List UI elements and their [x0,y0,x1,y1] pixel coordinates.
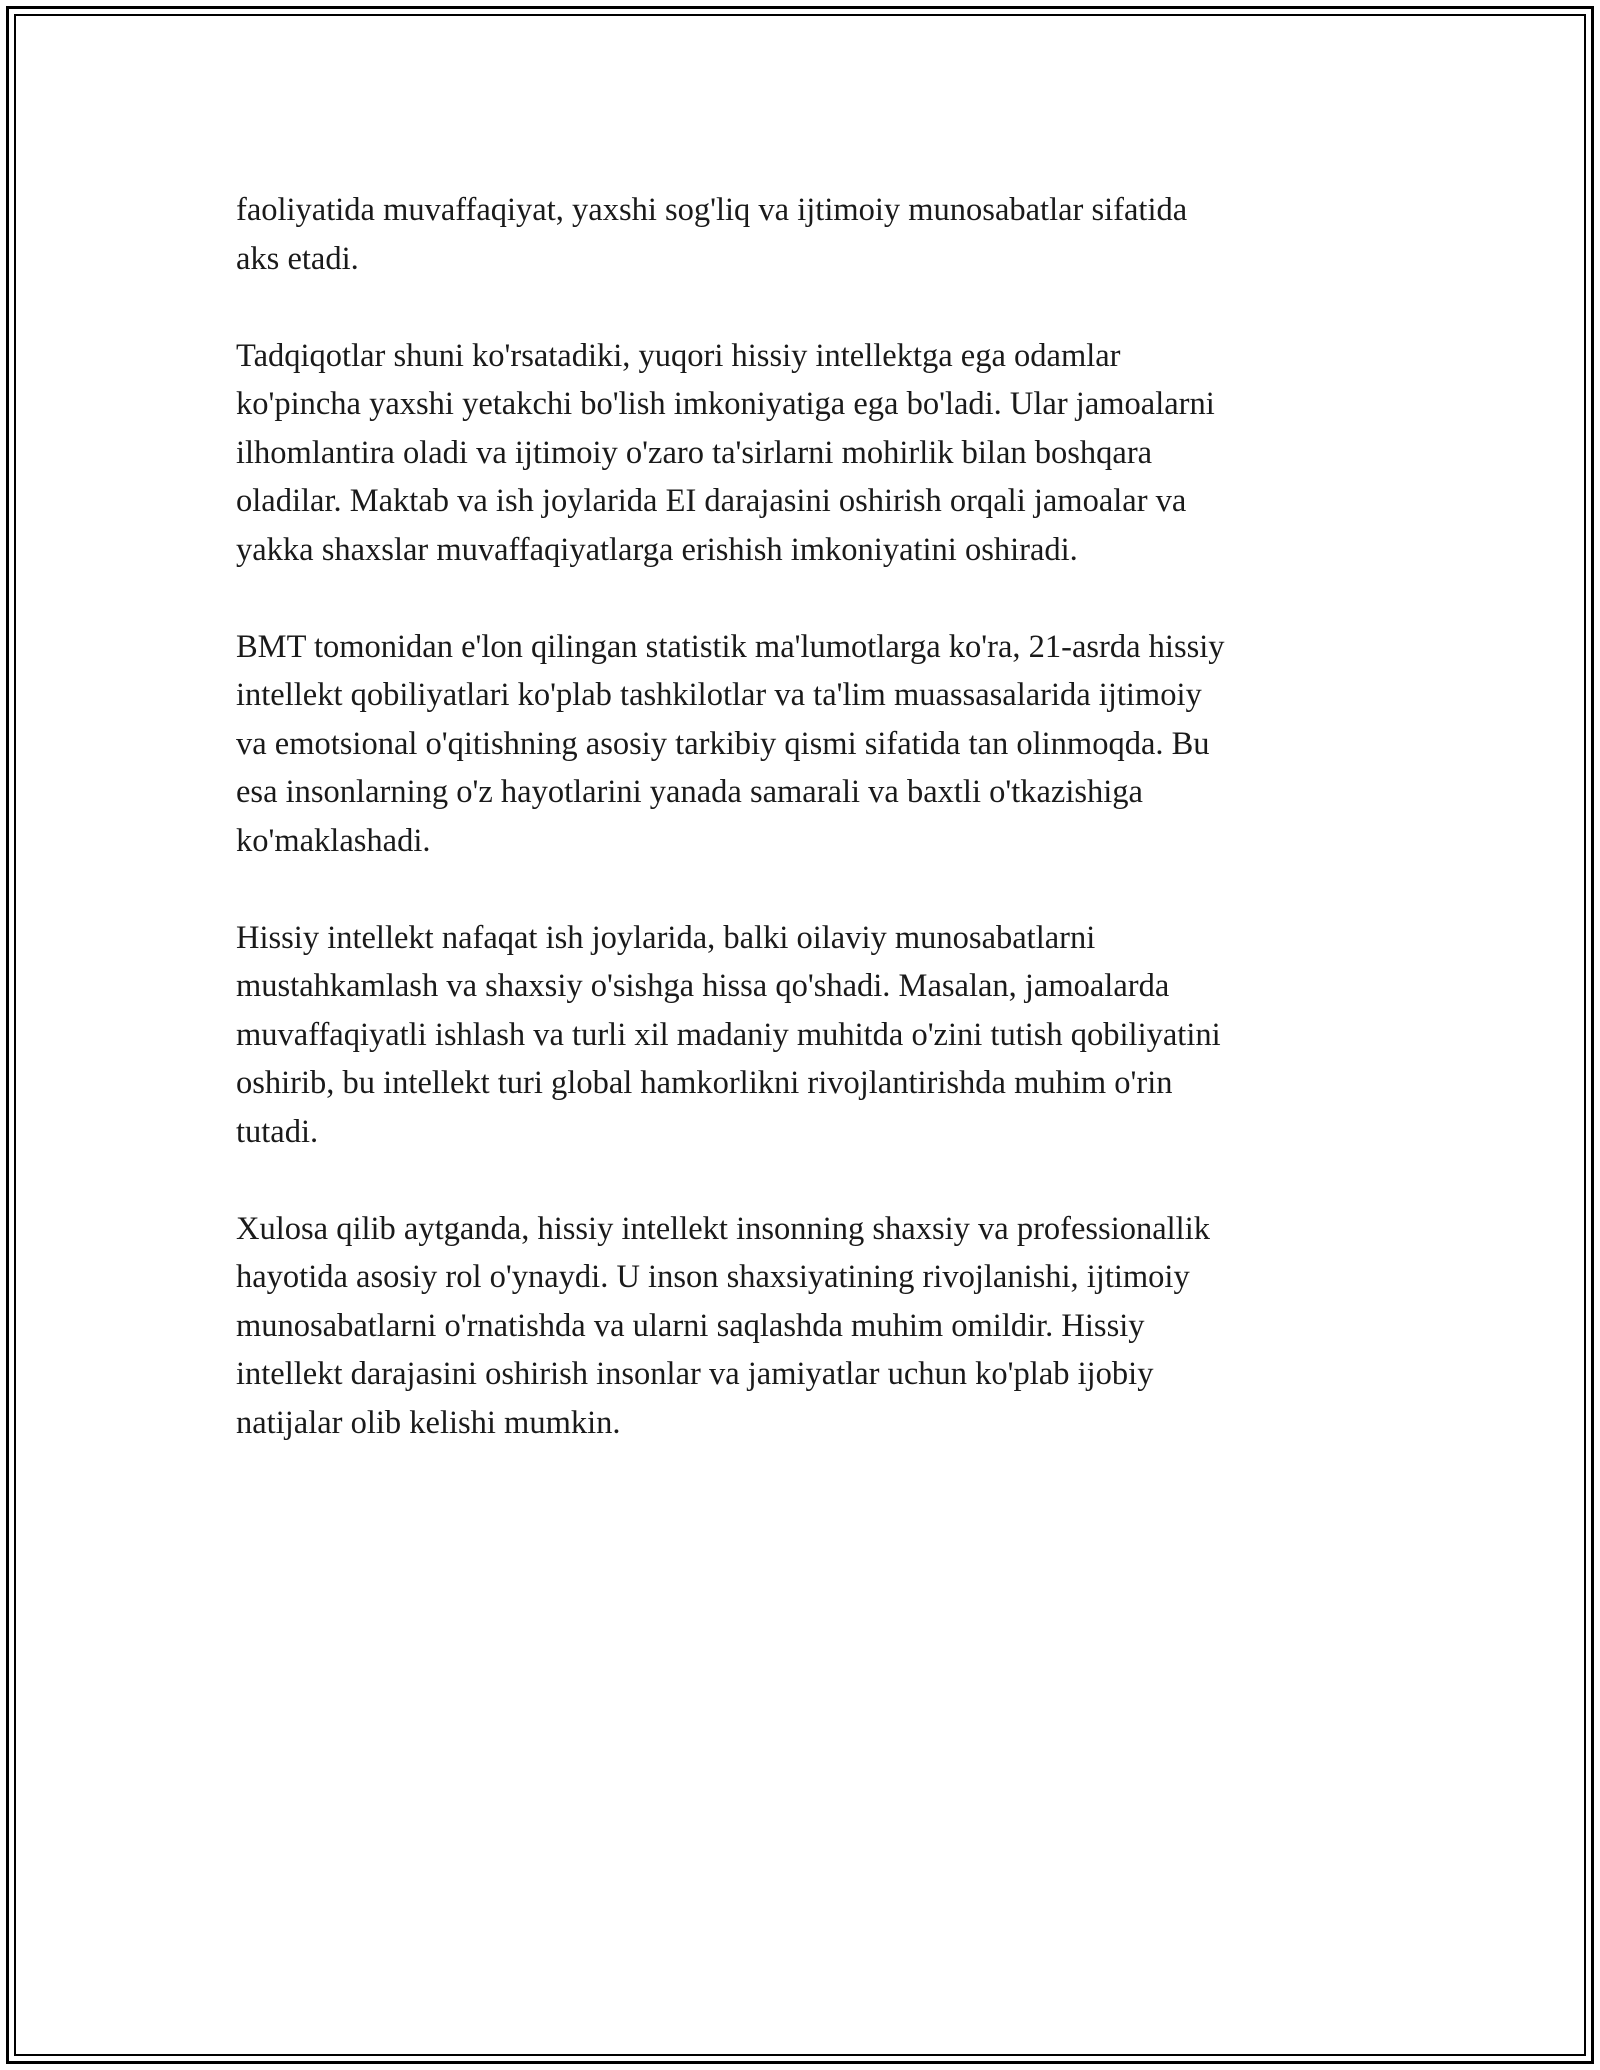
text-line: BMT tomonidan e'lon qilingan statistik ma'lumotlarga ko'ra, 21-asrda hissiy [236,628,1225,665]
text-line: oladilar. Maktab va ish joylarida EI darajasini oshirish orqali jamoalar va [236,483,1187,519]
text-line: Tadqiqotlar shuni ko'rsatadiki, yuqori hissiy intellektga ega odamlar [236,337,1121,374]
text-line: ko'pincha yaxshi yetakchi bo'lish imkoniyatiga ega bo'ladi. Ular jamoalarni [236,386,1215,422]
text-line: intellekt qobiliyatlari ko'plab tashkilotlar va ta'lim muassasalarida ijtimoiy [236,677,1202,713]
paragraph-2 [236,332,1356,575]
text-line: Xulosa qilib aytganda, hissiy intellekt insonning shaxsiy va professionallik [236,1210,1210,1247]
paragraph-5 [236,1205,1356,1448]
paragraph-4 [236,914,1356,1157]
text-line: mustahkamlash va shaxsiy o'sishga hissa qo'shadi. Masalan, jamoalarda [236,968,1170,1004]
paragraph-3 [236,623,1356,866]
text-line: natijalar olib kelishi mumkin. [236,1404,621,1441]
text-line: va emotsional o'qitishning asosiy tarkibiy qismi sifatida tan olinmoqda. Bu [236,725,1210,762]
text-line: Hissiy intellekt nafaqat ish joylarida, balki oilaviy munosabatlarni [236,919,1096,956]
text-line: tutadi. [236,1113,319,1150]
text-line: faoliyatida muvaffaqiyat, yaxshi sog'liq va ijtimoiy munosabatlar sifatida [236,192,1188,228]
text-line: ilhomlantira oladi va ijtimoiy o'zaro ta'sirlarni mohirlik bilan boshqara [236,434,1153,471]
text-line: esa insonlarning o'z hayotlarini yanada samarali va baxtli o'tkazishiga [236,774,1143,810]
text-line: intellekt darajasini oshirish insonlar va jamiyatlar uchun ko'plab ijobiy [236,1356,1154,1392]
text-line: oshirib, bu intellekt turi global hamkorlikni rivojlantirishda muhim o'rin [236,1065,1173,1101]
text-line: ko'maklashadi. [236,822,431,859]
text-line: munosabatlarni o'rnatishda va ularni saqlashda muhim omildir. Hissiy [236,1307,1145,1344]
text-line: yakka shaxslar muvaffaqiyatlarga erishish imkoniyatini oshiradi. [236,531,1078,568]
text-line: muvaffaqiyatli ishlash va turli xil madaniy muhitda o'zini tutish qobiliyatini [236,1016,1221,1053]
text-line: aks etadi. [236,240,359,277]
document-body [236,186,1356,1496]
paragraph-1 [236,186,1356,283]
text-line: hayotida asosiy rol o'ynaydi. U inson shaxsiyatining rivojlanishi, ijtimoiy [236,1259,1190,1295]
